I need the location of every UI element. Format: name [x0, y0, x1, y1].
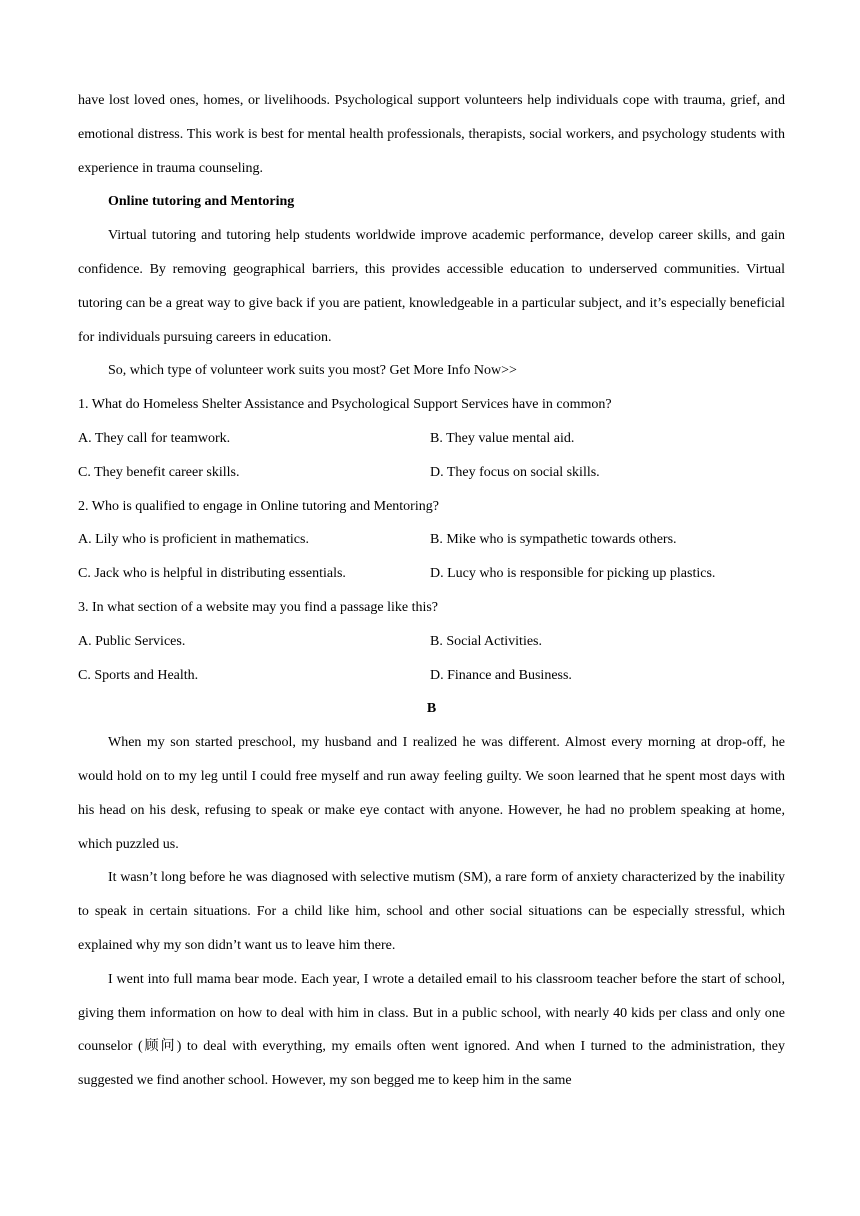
question-2-options-row-2 — [78, 557, 785, 591]
question-2-options-row-1 — [78, 523, 785, 557]
psych-support-paragraph-continued: have lost loved ones, homes, or livelihoods. Psychological support volunteers help individuals cope with trauma, grief, and emotional distress. This work is best for mental health professionals, therapists, social workers, and psychology students with experience in trauma counseling. — [78, 93, 785, 176]
question-2-option-a: A. Lily who is proficient in mathematics. — [78, 532, 309, 548]
question-3-stem: 3. In what section of a website may you find a passage like this? — [78, 599, 439, 615]
question-3-option-b: B. Social Activities. — [430, 633, 542, 649]
question-1-stem: 1. What do Homeless Shelter Assistance and Psychological Support Services have in common? — [78, 397, 612, 413]
question-1-option-c: C. They benefit career skills. — [78, 464, 240, 480]
question-2-option-d: D. Lucy who is responsible for picking up plastics. — [430, 566, 716, 582]
tutoring-paragraph: Virtual tutoring and tutoring help students worldwide improve academic performance, develop career skills, and gain confidence. By removing geographical barriers, this provides accessible education to underserved communities. Virtual tutoring can be a great way to give back if you are patient, knowledgeable in a particular subject, and it’s especially beneficial for individuals pursuing careers in education. — [78, 228, 785, 345]
question-3-option-d: D. Finance and Business. — [430, 667, 572, 683]
question-1-option-a: A. They call for teamwork. — [78, 430, 231, 446]
question-1-options-row-2 — [78, 456, 785, 490]
passage-b-paragraph-2: It wasn’t long before he was diagnosed with selective mutism (SM), a rare form of anxiety characterized by the inability to speak in certain situations. For a child like him, school and other social situations can be especially stressful, which explained why my son didn’t want us to leave him there. — [78, 870, 785, 953]
document-page — [78, 84, 785, 1098]
question-3-option-a: A. Public Services. — [78, 633, 186, 649]
closing-line: So, which type of volunteer work suits you most? Get More Info Now>> — [108, 363, 517, 379]
question-3-options-row-1 — [78, 625, 785, 659]
question-1-options-row-1 — [78, 422, 785, 456]
tutoring-heading: Online tutoring and Mentoring — [108, 194, 295, 210]
passage-b-paragraph-1: When my son started preschool, my husband and I realized he was different. Almost every morning at drop-off, he would hold on to my leg until I could free myself and run away feeling guilty. We soon learned that he spent most days with his head on his desk, refusing to speak or make eye contact with anyone. However, he had no problem speaking at home, which puzzled us. — [78, 735, 785, 852]
question-2-option-b: B. Mike who is sympathetic towards others. — [430, 532, 677, 548]
question-3-option-c: C. Sports and Health. — [78, 667, 199, 683]
question-2-stem: 2. Who is qualified to engage in Online tutoring and Mentoring? — [78, 498, 439, 514]
question-3-options-row-2 — [78, 659, 785, 693]
passage-b-heading: B — [426, 701, 437, 717]
question-2-option-c: C. Jack who is helpful in distributing essentials. — [78, 566, 346, 582]
passage-b-paragraph-3: I went into full mama bear mode. Each year, I wrote a detailed email to his classroom teacher before the start of school, giving them information on how to deal with him in class. But in a public school, with nearly 40 kids per class and only one counselor (顾问) to deal with everything, my emails often went ignored. And when I turned to the administration, they suggested we find another school. However, my son begged me to keep him in the same — [78, 971, 785, 1089]
question-1-option-d: D. They focus on social skills. — [430, 464, 600, 480]
question-1-option-b: B. They value mental aid. — [430, 430, 575, 446]
